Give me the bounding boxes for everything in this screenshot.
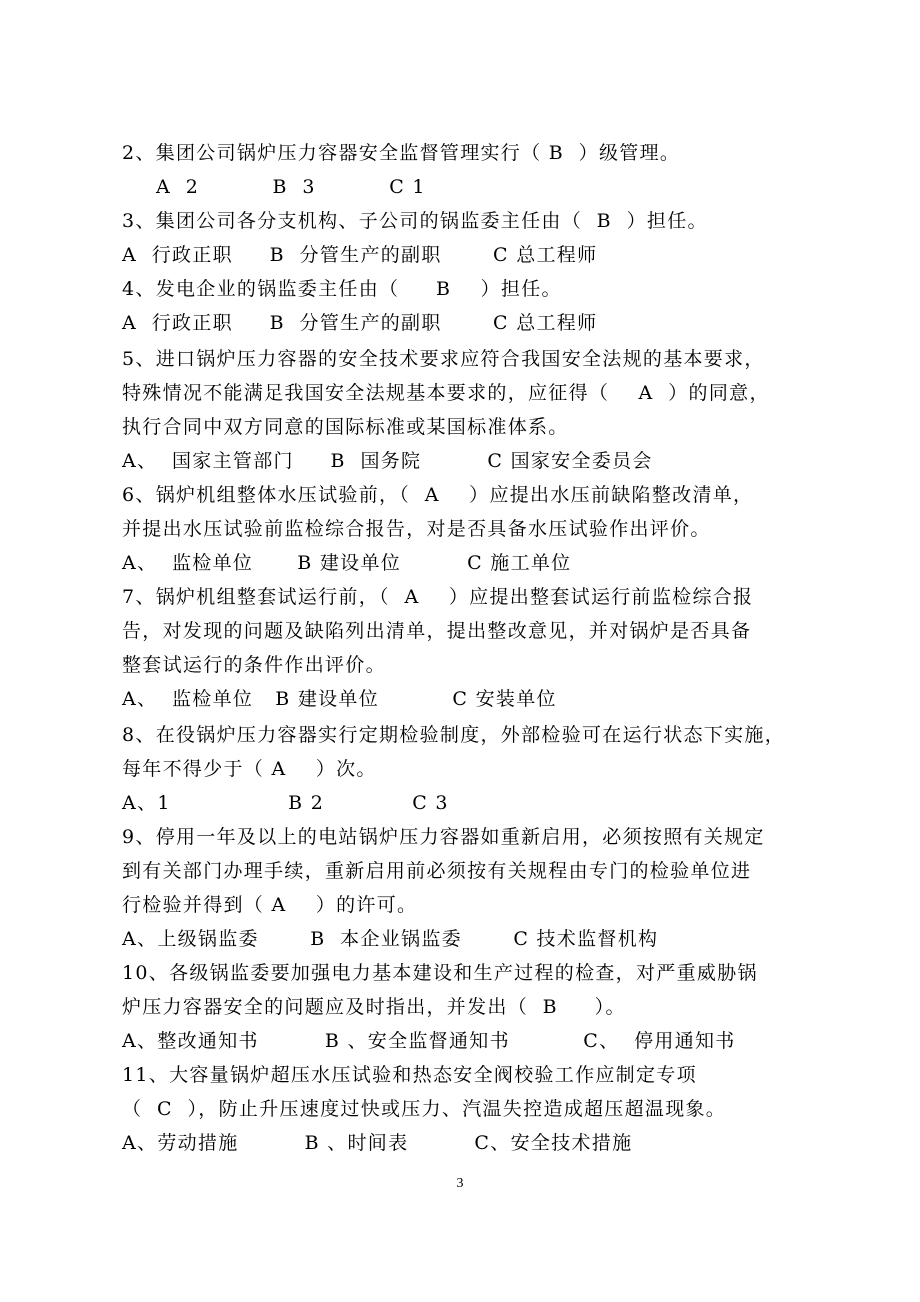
- question-11-text-line-2: （ C ），防止升压速度过快或压力、汽温失控造成超压超温现象。: [122, 1098, 727, 1120]
- question-11-options: A、劳动措施 B 、时间表 C、安全技术措施: [122, 1132, 633, 1154]
- question-10-text-line-1: 10、各级锅监委要加强电力基本建设和生产过程的检查，对严重威胁锅: [122, 962, 758, 984]
- question-10-text-line-2: 炉压力容器安全的问题应及时指出，并发出（ B ）。: [122, 996, 626, 1018]
- question-5-text-line-1: 5、进口锅炉压力容器的安全技术要求应符合我国安全法规的基本要求，: [122, 348, 765, 370]
- question-4-text: 4、发电企业的锅监委主任由（ B ）担任。: [122, 278, 562, 300]
- question-7-text-line-3: 整套试运行的条件作出评价。: [122, 654, 386, 676]
- question-4-options: A 行政正职 B 分管生产的副职 C 总工程师: [122, 312, 598, 334]
- question-7-text-line-1: 7、锅炉机组整套试运行前，（ A ）应提出整套试运行前监检综合报: [122, 586, 754, 608]
- question-9-text-line-3: 行检验并得到（ A ）的许可。: [122, 894, 418, 916]
- question-7-text-line-2: 告，对发现的问题及缺陷列出清单，提出整改意见，并对锅炉是否具备: [122, 620, 752, 642]
- question-5-options: A、 国家主管部门 B 国务院 C 国家安全委员会: [122, 450, 653, 472]
- question-10-options: A、整改通知书 B 、安全监督通知书 C、 停用通知书: [122, 1030, 736, 1052]
- question-2-text: 2、集团公司锅炉压力容器安全监督管理实行（ B ）级管理。: [122, 142, 681, 164]
- question-11-text-line-1: 11、大容量锅炉超压水压试验和热态安全阀校验工作应制定专项: [122, 1064, 697, 1086]
- question-7-options: A、 监检单位 B 建设单位 C 安装单位: [122, 688, 557, 710]
- question-3-options: A 行政正职 B 分管生产的副职 C 总工程师: [122, 244, 598, 266]
- question-9-options: A、上级锅监委 B 本企业锅监委 C 技术监督机构: [122, 928, 659, 950]
- question-6-text-line-2: 并提出水压试验前监检综合报告，对是否具备水压试验作出评价。: [122, 518, 711, 540]
- question-5-text-line-3: 执行合同中双方同意的国际标准或某国标准体系。: [122, 416, 569, 438]
- question-6-text-line-1: 6、锅炉机组整体水压试验前，（ A ）应提出水压前缺陷整改清单，: [122, 484, 754, 506]
- page-number: 3: [456, 1176, 464, 1191]
- question-9-text-line-2: 到有关部门办理手续，重新启用前必须按有关规程由专门的检验单位进: [122, 860, 752, 882]
- question-8-text-line-2: 每年不得少于（ A ）次。: [122, 758, 377, 780]
- question-3-text: 3、集团公司各分支机构、子公司的锅监委主任由（ B ）担任。: [122, 210, 708, 232]
- question-8-text-line-1: 8、在役锅炉压力容器实行定期检验制度，外部检验可在运行状态下实施，: [122, 724, 785, 746]
- question-6-options: A、 监检单位 B 建设单位 C 施工单位: [122, 552, 572, 574]
- question-2-options: A 2 B 3 C 1: [156, 176, 426, 198]
- question-8-options: A、1 B 2 C 3: [122, 792, 449, 814]
- question-9-text-line-1: 9、停用一年及以上的电站锅炉压力容器如重新启用，必须按照有关规定: [122, 826, 765, 848]
- question-5-text-line-2: 特殊情况不能满足我国安全法规基本要求的，应征得（ A ）的同意，: [122, 382, 770, 404]
